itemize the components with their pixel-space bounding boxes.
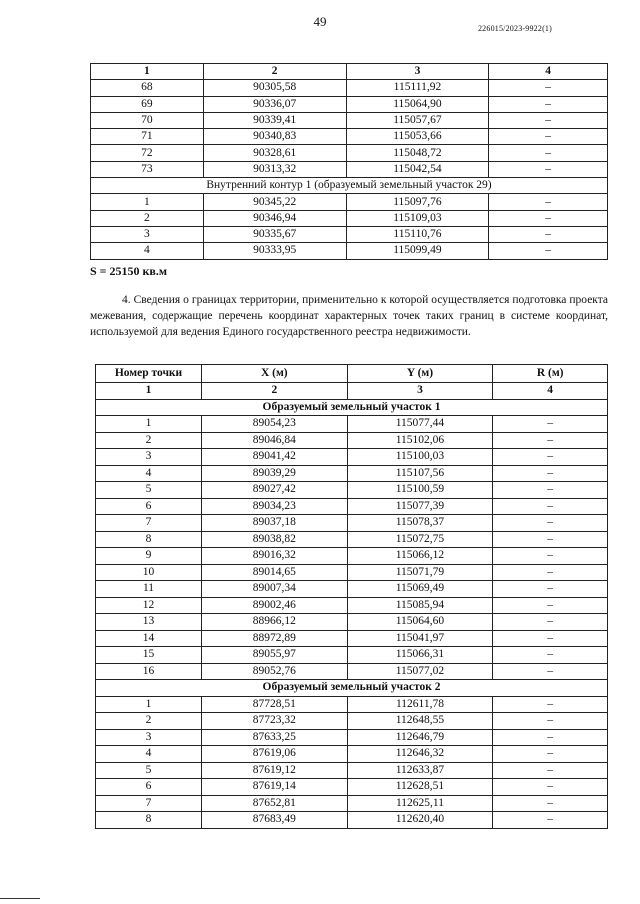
radius-cell: – (493, 432, 608, 449)
radius-cell: – (493, 746, 608, 763)
point-number-cell: 11 (96, 581, 202, 598)
y-coordinate-cell: 115041,97 (347, 630, 493, 647)
y-coordinate-cell: 115097,76 (346, 194, 489, 210)
x-coordinate-cell: 89052,76 (202, 663, 348, 680)
y-coordinate-cell: 115107,56 (347, 465, 493, 482)
table-row (91, 194, 608, 210)
table-header-row (96, 365, 608, 383)
table-row (91, 145, 608, 161)
column-header-point-number: Номер точки (96, 365, 202, 383)
x-coordinate-cell: 89039,29 (202, 465, 348, 482)
point-number-cell: 2 (96, 432, 202, 449)
y-coordinate-cell: 115100,59 (347, 482, 493, 499)
point-number-cell: 5 (96, 482, 202, 499)
group-heading-row (96, 680, 608, 697)
table-body-outer-contour (91, 80, 608, 178)
radius-cell: – (493, 564, 608, 581)
radius-cell: – (493, 482, 608, 499)
inner-contour-heading: Внутренний контур 1 (образуемый земельный участок 29) (91, 178, 608, 194)
x-coordinate-cell: 87619,14 (202, 779, 348, 796)
x-coordinate-cell: 90346,94 (203, 210, 346, 226)
y-coordinate-cell: 115072,75 (347, 531, 493, 548)
radius-cell: – (489, 210, 608, 226)
column-number-2: 2 (202, 383, 348, 400)
y-coordinate-cell: 115077,44 (347, 416, 493, 433)
point-number-cell: 68 (91, 80, 204, 96)
y-coordinate-cell: 112620,40 (347, 812, 493, 829)
table-row (96, 746, 608, 763)
y-coordinate-cell: 112633,87 (347, 762, 493, 779)
point-number-cell: 4 (96, 746, 202, 763)
table-row (96, 812, 608, 829)
table-row (96, 432, 608, 449)
radius-cell: – (493, 647, 608, 664)
point-number-cell: 72 (91, 145, 204, 161)
x-coordinate-cell: 90305,58 (203, 80, 346, 96)
table-row (91, 161, 608, 177)
x-coordinate-cell: 90339,41 (203, 112, 346, 128)
y-coordinate-cell: 115071,79 (347, 564, 493, 581)
point-number-cell: 14 (96, 630, 202, 647)
point-number-cell: 10 (96, 564, 202, 581)
radius-cell: – (489, 96, 608, 112)
point-number-cell: 1 (91, 194, 204, 210)
y-coordinate-cell: 115078,37 (347, 515, 493, 532)
radius-cell: – (493, 663, 608, 680)
x-coordinate-cell: 87619,06 (202, 746, 348, 763)
x-coordinate-cell: 87723,32 (202, 713, 348, 730)
point-number-cell: 4 (91, 243, 204, 259)
point-number-cell: 3 (96, 449, 202, 466)
y-coordinate-cell: 115109,03 (346, 210, 489, 226)
table-row (96, 482, 608, 499)
point-number-cell: 70 (91, 112, 204, 128)
table-row (96, 647, 608, 664)
radius-cell: – (489, 226, 608, 242)
y-coordinate-cell: 115085,94 (347, 597, 493, 614)
column-number-3: 3 (347, 383, 493, 400)
x-coordinate-cell: 90345,22 (203, 194, 346, 210)
column-header-r: R (м) (493, 365, 608, 383)
y-coordinate-cell: 115053,66 (346, 129, 489, 145)
column-header-x: X (м) (202, 365, 348, 383)
radius-cell: – (493, 630, 608, 647)
column-number-1: 1 (96, 383, 202, 400)
point-number-cell: 16 (96, 663, 202, 680)
radius-cell: – (493, 713, 608, 730)
table-row (96, 630, 608, 647)
y-coordinate-cell: 115064,60 (347, 614, 493, 631)
radius-cell: – (493, 416, 608, 433)
point-number-cell: 69 (91, 96, 204, 112)
column-number-3: 3 (346, 64, 489, 80)
point-number-cell: 1 (96, 696, 202, 713)
y-coordinate-cell: 115100,03 (347, 449, 493, 466)
table-row (96, 729, 608, 746)
point-number-cell: 2 (91, 210, 204, 226)
x-coordinate-cell: 89027,42 (202, 482, 348, 499)
radius-cell: – (493, 812, 608, 829)
x-coordinate-cell: 89016,32 (202, 548, 348, 565)
x-coordinate-cell: 90335,67 (203, 226, 346, 242)
table-row (96, 696, 608, 713)
y-coordinate-cell: 112628,51 (347, 779, 493, 796)
table-header-row (91, 64, 608, 80)
x-coordinate-cell: 90336,07 (203, 96, 346, 112)
point-number-cell: 71 (91, 129, 204, 145)
x-coordinate-cell: 89002,46 (202, 597, 348, 614)
y-coordinate-cell: 112646,79 (347, 729, 493, 746)
table-row (96, 713, 608, 730)
table-row (96, 515, 608, 532)
x-coordinate-cell: 89007,34 (202, 581, 348, 598)
table-row (96, 548, 608, 565)
area-note: S = 25150 кв.м (90, 264, 168, 278)
point-number-cell: 5 (96, 762, 202, 779)
radius-cell: – (493, 762, 608, 779)
radius-cell: – (489, 129, 608, 145)
y-coordinate-cell: 115042,54 (346, 161, 489, 177)
x-coordinate-cell: 89034,23 (202, 498, 348, 515)
y-coordinate-cell: 115057,67 (346, 112, 489, 128)
x-coordinate-cell: 89054,23 (202, 416, 348, 433)
x-coordinate-cell: 89014,65 (202, 564, 348, 581)
radius-cell: – (493, 498, 608, 515)
x-coordinate-cell: 90340,83 (203, 129, 346, 145)
point-number-cell: 3 (91, 226, 204, 242)
table-row (96, 597, 608, 614)
table-body-inner-contour (91, 194, 608, 259)
point-number-cell: 6 (96, 779, 202, 796)
table-row (96, 614, 608, 631)
table-row (96, 498, 608, 515)
radius-cell: – (493, 581, 608, 598)
table-row (96, 465, 608, 482)
y-coordinate-cell: 115064,90 (346, 96, 489, 112)
x-coordinate-cell: 89037,18 (202, 515, 348, 532)
y-coordinate-cell: 115066,12 (347, 548, 493, 565)
radius-cell: – (489, 161, 608, 177)
radius-cell: – (493, 548, 608, 565)
x-coordinate-cell: 90333,95 (203, 243, 346, 259)
group1-rows (96, 416, 608, 680)
table-row (96, 531, 608, 548)
y-coordinate-cell: 112625,11 (347, 795, 493, 812)
radius-cell: – (493, 696, 608, 713)
table-row (96, 762, 608, 779)
point-number-cell: 7 (96, 515, 202, 532)
radius-cell: – (493, 597, 608, 614)
x-coordinate-cell: 89055,97 (202, 647, 348, 664)
point-number-cell: 7 (96, 795, 202, 812)
point-number-cell: 2 (96, 713, 202, 730)
x-coordinate-cell: 87633,25 (202, 729, 348, 746)
x-coordinate-cell: 87683,49 (202, 812, 348, 829)
section-paragraph: 4. Сведения о границах территории, применительно к которой осуществляется подготовка проекта межевания, содержащие перечень координат характерных точек таких границ в системе координат, используемой для ведения Единого государственного реестра недвижимости. (90, 294, 608, 338)
point-number-cell: 73 (91, 161, 204, 177)
x-coordinate-cell: 89046,84 (202, 432, 348, 449)
table-row (91, 243, 608, 259)
x-coordinate-cell: 90328,61 (203, 145, 346, 161)
radius-cell: – (493, 614, 608, 631)
point-number-cell: 8 (96, 812, 202, 829)
group-heading-row (96, 399, 608, 416)
point-number-cell: 1 (96, 416, 202, 433)
table-row (91, 226, 608, 242)
radius-cell: – (489, 145, 608, 161)
table-row (96, 449, 608, 466)
radius-cell: – (489, 194, 608, 210)
page-number: 49 (313, 14, 327, 29)
column-header-y: Y (м) (347, 365, 493, 383)
radius-cell: – (493, 515, 608, 532)
x-coordinate-cell: 87652,81 (202, 795, 348, 812)
radius-cell: – (493, 779, 608, 796)
radius-cell: – (493, 449, 608, 466)
table-row (96, 564, 608, 581)
boundary-coordinates-table (95, 364, 608, 829)
document-code: 226015/2023-9922(1) (477, 24, 552, 33)
radius-cell: – (489, 112, 608, 128)
y-coordinate-cell: 112646,32 (347, 746, 493, 763)
y-coordinate-cell: 112648,55 (347, 713, 493, 730)
radius-cell: – (489, 243, 608, 259)
x-coordinate-cell: 89038,82 (202, 531, 348, 548)
radius-cell: – (489, 80, 608, 96)
table-row (96, 779, 608, 796)
y-coordinate-cell: 115048,72 (346, 145, 489, 161)
group2-heading: Образуемый земельный участок 2 (96, 680, 608, 697)
group2-rows (96, 696, 608, 828)
point-number-cell: 15 (96, 647, 202, 664)
y-coordinate-cell: 115111,92 (346, 80, 489, 96)
y-coordinate-cell: 115110,76 (346, 226, 489, 242)
point-number-cell: 13 (96, 614, 202, 631)
radius-cell: – (493, 795, 608, 812)
x-coordinate-cell: 89041,42 (202, 449, 348, 466)
y-coordinate-cell: 115099,49 (346, 243, 489, 259)
table-row (96, 581, 608, 598)
x-coordinate-cell: 88966,12 (202, 614, 348, 631)
column-number-2: 2 (203, 64, 346, 80)
column-number-4: 4 (489, 64, 608, 80)
point-number-cell: 9 (96, 548, 202, 565)
x-coordinate-cell: 87619,12 (202, 762, 348, 779)
table-row (96, 795, 608, 812)
x-coordinate-cell: 90313,32 (203, 161, 346, 177)
column-number-1: 1 (91, 64, 204, 80)
table-row (91, 210, 608, 226)
y-coordinate-cell: 115102,06 (347, 432, 493, 449)
table-subheading-row (91, 178, 608, 194)
y-coordinate-cell: 115066,31 (347, 647, 493, 664)
point-number-cell: 3 (96, 729, 202, 746)
radius-cell: – (493, 531, 608, 548)
table-number-row (96, 383, 608, 400)
y-coordinate-cell: 115077,02 (347, 663, 493, 680)
y-coordinate-cell: 115069,49 (347, 581, 493, 598)
radius-cell: – (493, 729, 608, 746)
point-number-cell: 12 (96, 597, 202, 614)
table-row (96, 663, 608, 680)
x-coordinate-cell: 88972,89 (202, 630, 348, 647)
bottom-rule (0, 898, 40, 899)
y-coordinate-cell: 112611,78 (347, 696, 493, 713)
table-row (91, 112, 608, 128)
group1-heading: Образуемый земельный участок 1 (96, 399, 608, 416)
table-row (91, 96, 608, 112)
point-number-cell: 8 (96, 531, 202, 548)
x-coordinate-cell: 87728,51 (202, 696, 348, 713)
column-number-4: 4 (493, 383, 608, 400)
table-row (96, 416, 608, 433)
radius-cell: – (493, 465, 608, 482)
coordinates-table-continued (90, 63, 608, 260)
y-coordinate-cell: 115077,39 (347, 498, 493, 515)
point-number-cell: 6 (96, 498, 202, 515)
table-row (91, 80, 608, 96)
point-number-cell: 4 (96, 465, 202, 482)
table-row (91, 129, 608, 145)
